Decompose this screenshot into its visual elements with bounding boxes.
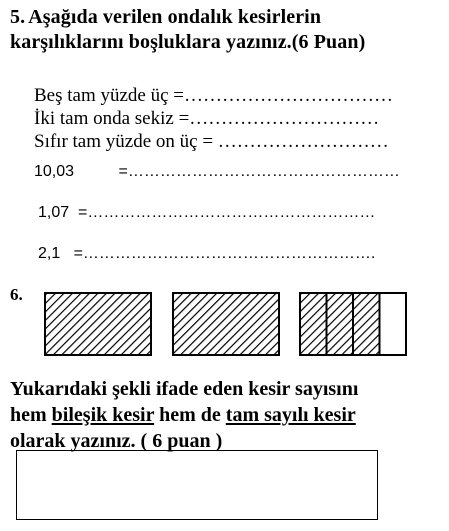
question-5-heading-line2: karşılıklarını boşluklara yazınız.(6 Puan) — [10, 31, 366, 53]
question-6-line1: Yukarıdaki şekli ifade eden kesir sayısını — [10, 378, 359, 400]
answer-box[interactable] — [16, 450, 378, 520]
shape-3-part-1 — [300, 293, 327, 355]
shape-3-part-3 — [353, 293, 380, 355]
mixed-improper-label: bileşik kesir — [51, 404, 155, 426]
blank-item-6: 2,1 =………………………………………………. — [38, 245, 376, 262]
shape-3-part-2 — [327, 293, 354, 355]
blank-item-4: 10,03 =…………………………………………… — [34, 163, 400, 180]
shape-1-part-1 — [45, 293, 151, 355]
blank-item-3: Sıfır tam yüzde on üç = ……………………… — [34, 131, 389, 152]
question-6-line3: olarak yazınız. ( 6 puan ) — [10, 430, 223, 452]
question-5-number: 5. — [10, 6, 26, 28]
question-6-line2-mid: hem de — [154, 404, 226, 426]
blank-item-1: Beş tam yüzde üç =…………………………… — [34, 85, 394, 106]
question-6-line2 — [10, 402, 358, 428]
mixed-number-label: tam sayılı kesir — [225, 404, 356, 426]
question-5-heading-line1: Aşağıda verilen ondalık kesirlerin — [28, 6, 322, 28]
blank-item-5: 1,07 =……………………………………………… — [38, 204, 376, 221]
question-6-line2-pre: hem — [10, 404, 52, 426]
shape-3-part-4 — [380, 293, 407, 355]
shape-2-part-1 — [173, 293, 279, 355]
question-6-number: 6. — [10, 285, 23, 304]
question-6-text — [10, 376, 358, 454]
blank-item-2: İki tam onda sekiz =………………………… — [34, 108, 380, 129]
